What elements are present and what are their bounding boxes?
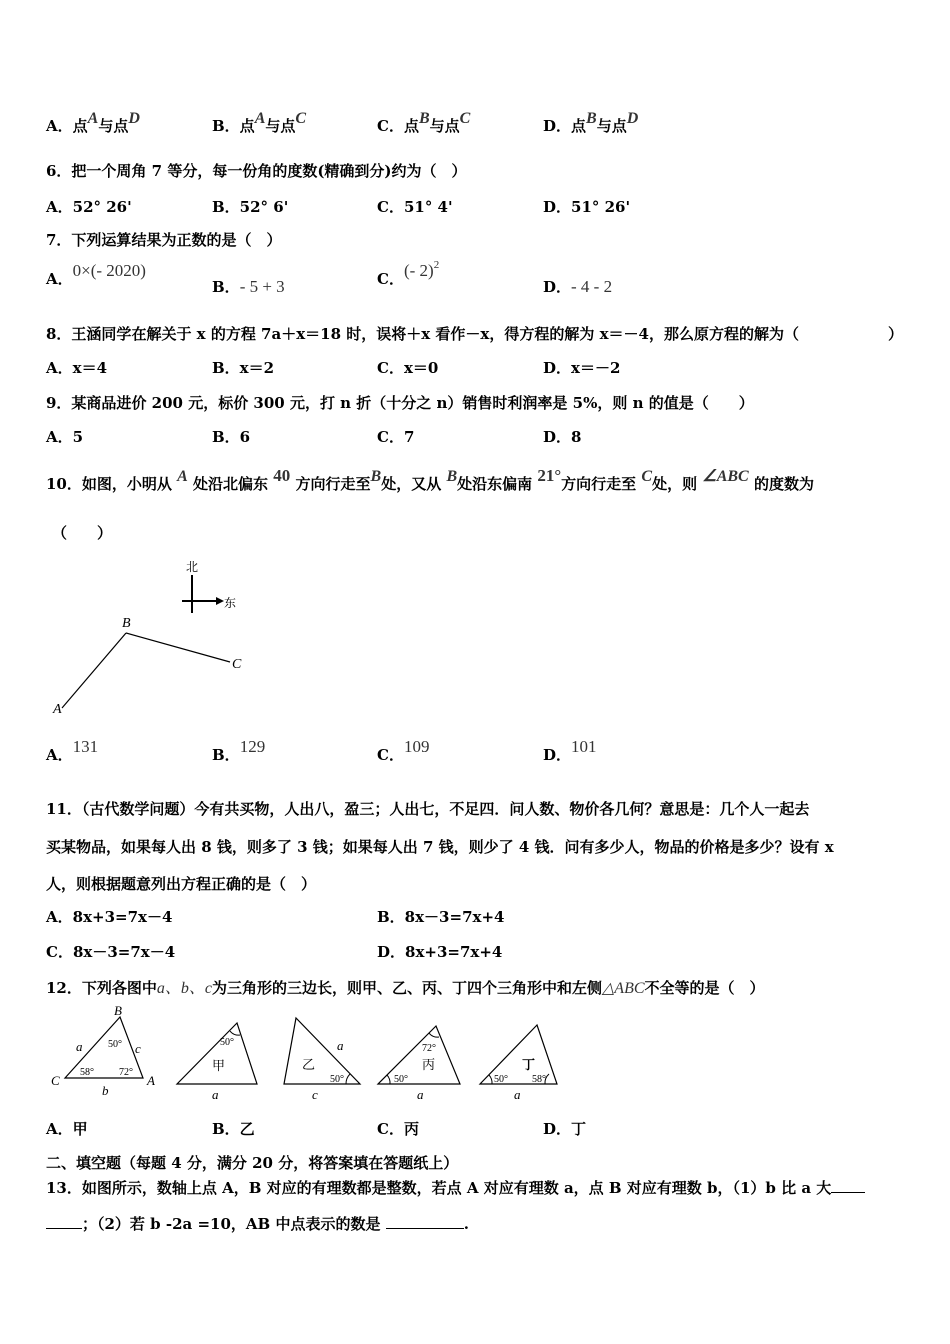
angle-value: 40 bbox=[273, 466, 291, 485]
angle-label: 50° bbox=[220, 1037, 234, 1048]
q10-text: 处沿东偏南 bbox=[457, 475, 533, 493]
point-label: B bbox=[586, 110, 597, 127]
point-label: C bbox=[641, 468, 653, 485]
triangle-jia-figure bbox=[177, 1023, 257, 1102]
triangle-abc-figure bbox=[51, 1005, 155, 1098]
q9-option-d: D．8 bbox=[543, 428, 582, 446]
q11-option-c: C．8x－3=7x－4 bbox=[46, 943, 176, 961]
option-label: D． bbox=[543, 278, 572, 296]
point-label: A bbox=[254, 110, 266, 127]
point-label: C bbox=[459, 110, 471, 127]
triangle-ding-figure bbox=[480, 1025, 557, 1102]
q6-option-a: A．52° 26' bbox=[46, 198, 132, 216]
option-text: 与点 bbox=[596, 117, 627, 135]
q13-text: . bbox=[463, 1215, 469, 1233]
angle-label: 50° bbox=[394, 1074, 408, 1085]
q10-text: 的度数为 bbox=[753, 475, 814, 493]
point-label: C bbox=[295, 110, 307, 127]
q10-stem bbox=[46, 466, 814, 494]
triangle-bing-figure bbox=[378, 1026, 460, 1102]
option-label: D． bbox=[543, 746, 572, 764]
q10-option-d bbox=[543, 737, 597, 765]
option-label: A．点 bbox=[46, 117, 88, 135]
q13-line-2 bbox=[46, 1213, 469, 1234]
angle-label: 72° bbox=[422, 1043, 436, 1054]
option-label: A． bbox=[46, 270, 73, 288]
q9-stem: 9．某商品进价 200 元，标价 300 元，打 n 折（十分之 n）销售时利润率是 5%，则 n 的值是（ ） bbox=[46, 394, 754, 412]
option-label: C． bbox=[377, 746, 404, 764]
side-a: a bbox=[212, 1087, 219, 1102]
point-a-label: A bbox=[53, 702, 62, 717]
q6-option-d: D．51° 26' bbox=[543, 198, 631, 216]
q13-text: 13．如图所示，数轴上点 A，B 对应的有理数都是整数，若点 A 对应有理数 a，点 B 对应有理数 b，（1）b 比 a 大 bbox=[46, 1179, 832, 1197]
option-value: 101 bbox=[571, 737, 597, 756]
point-c-label: C bbox=[232, 657, 242, 672]
q10-text: 10．如图，小明从 bbox=[46, 475, 172, 493]
q10-figure bbox=[40, 555, 260, 725]
q8-option-b: B．x＝2 bbox=[212, 359, 275, 377]
point-label: B bbox=[446, 468, 458, 485]
angle-value: 21° bbox=[537, 466, 562, 485]
side-a: a bbox=[417, 1087, 424, 1102]
triangle-name: 丙 bbox=[422, 1057, 436, 1072]
segment-ab bbox=[62, 633, 126, 708]
q13-text: ；（2）若 b -2a =10，AB 中点表示的数是 bbox=[82, 1215, 381, 1233]
answer-blank-2 bbox=[386, 1214, 464, 1229]
vertex-b: B bbox=[114, 1005, 122, 1018]
option-label: C．点 bbox=[377, 117, 419, 135]
q11-option-a: A．8x+3=7x－4 bbox=[46, 908, 173, 926]
point-label: A bbox=[177, 468, 188, 485]
triangle-label: △ABC bbox=[602, 980, 645, 997]
exponent: 2 bbox=[433, 259, 440, 271]
q10-text: 处沿北偏东 bbox=[193, 475, 269, 493]
q10-option-b bbox=[212, 737, 266, 765]
q8-option-d: D．x＝－2 bbox=[543, 359, 621, 377]
q5-option-c bbox=[377, 110, 471, 136]
q12-option-c: C．丙 bbox=[377, 1120, 419, 1138]
q10-option-a bbox=[46, 737, 99, 765]
side-a: a bbox=[76, 1039, 83, 1054]
point-label: B bbox=[370, 468, 382, 485]
option-label: A． bbox=[46, 746, 73, 764]
option-text: 与点 bbox=[265, 117, 296, 135]
q11-option-d: D．8x+3=7x+4 bbox=[377, 943, 503, 961]
angle-a: 72° bbox=[119, 1067, 133, 1078]
q12-option-a: A．甲 bbox=[46, 1120, 88, 1138]
q10-text: 处，则 bbox=[652, 475, 698, 493]
section-title: 二、填空题（每题 4 分，满分 20 分，将答案填在答题纸上） bbox=[46, 1154, 459, 1172]
option-value: 131 bbox=[72, 737, 99, 756]
q11-line-1: 11．（古代数学问题）今有共买物，人出八，盈三；人出七，不足四．问人数、物价各几何？意思是：几个人一起去 bbox=[46, 800, 810, 818]
option-label: D．点 bbox=[543, 117, 587, 135]
q10-answer-paren: （ ） bbox=[52, 524, 113, 542]
point-label: B bbox=[418, 110, 430, 127]
point-b-label: B bbox=[122, 616, 131, 631]
angle-label: 50° bbox=[494, 1074, 508, 1085]
q9-option-b: B．6 bbox=[212, 428, 251, 446]
angle-b: 50° bbox=[108, 1039, 122, 1050]
q5-option-d bbox=[543, 110, 639, 136]
answer-blank-1 bbox=[831, 1178, 865, 1193]
angle-label: 50° bbox=[330, 1074, 344, 1085]
option-value: 129 bbox=[239, 737, 266, 756]
side-c: c bbox=[312, 1087, 318, 1102]
point-label: A bbox=[87, 110, 99, 127]
q6-option-c: C．51° 4' bbox=[377, 198, 453, 216]
q5-option-a bbox=[46, 110, 140, 136]
q6-stem: 6．把一个周角 7 等分，每一份角的度数(精确到分)约为（ ） bbox=[46, 162, 467, 180]
expression: 0×(- 2020) bbox=[72, 261, 146, 280]
q12-option-d: D．丁 bbox=[543, 1120, 587, 1138]
side-vars: a、b、c bbox=[156, 980, 212, 997]
answer-blank-1-cont bbox=[46, 1214, 82, 1229]
q12-text: 为三角形的三边长，则甲、乙、丙、丁四个三角形中和左侧 bbox=[211, 979, 602, 997]
option-value: 109 bbox=[403, 737, 430, 756]
q8-stem: 8．王涵同学在解关于 x 的方程 7a＋x＝18 时，误将＋x 看作－x，得方程的解为 x＝－4，那么原方程的解为（ bbox=[46, 325, 799, 343]
q12-option-b: B．乙 bbox=[212, 1120, 255, 1138]
side-b: b bbox=[102, 1083, 109, 1098]
q10-text: 方向行走至 bbox=[561, 475, 637, 493]
q12-figures bbox=[40, 1005, 570, 1105]
q7-option-c bbox=[377, 259, 440, 289]
side-a: a bbox=[337, 1038, 344, 1053]
q7-stem: 7．下列运算结果为正数的是（ ） bbox=[46, 231, 282, 249]
q5-option-b bbox=[212, 110, 307, 136]
expression: - 5 + 3 bbox=[239, 277, 285, 296]
point-label: D bbox=[128, 110, 140, 127]
point-label: D bbox=[626, 110, 639, 127]
q11-option-b: B．8x－3=7x+4 bbox=[377, 908, 505, 926]
q7-option-a bbox=[46, 261, 146, 289]
q11-line-3: 人，则根据题意列出方程正确的是（ ） bbox=[46, 875, 317, 893]
q8-option-a: A．x＝4 bbox=[46, 359, 108, 377]
q7-option-d bbox=[543, 276, 612, 297]
q12-text: 12．下列各图中 bbox=[46, 979, 157, 997]
expression: (- 2) bbox=[403, 261, 434, 280]
side-a: a bbox=[514, 1087, 521, 1102]
q8-option-c: C．x＝0 bbox=[377, 359, 439, 377]
compass-icon bbox=[182, 560, 236, 613]
q9-option-a: A．5 bbox=[46, 428, 84, 446]
option-label: C． bbox=[377, 270, 404, 288]
triangle-yi-figure bbox=[284, 1018, 360, 1102]
vertex-c: C bbox=[51, 1073, 60, 1088]
q10-option-c bbox=[377, 737, 430, 765]
q13-line-1 bbox=[46, 1177, 865, 1198]
triangle-name: 乙 bbox=[302, 1057, 316, 1072]
east-label: 东 bbox=[224, 596, 237, 610]
q12-stem bbox=[46, 975, 765, 998]
angle-label: ∠ABC bbox=[702, 468, 749, 485]
vertex-a: A bbox=[147, 1073, 155, 1088]
option-label: B． bbox=[212, 278, 240, 296]
q10-text: 方向行走至 bbox=[295, 475, 371, 493]
angle-label: 58° bbox=[532, 1074, 546, 1085]
option-label: B． bbox=[212, 746, 240, 764]
q10-text: 处，又从 bbox=[381, 475, 442, 493]
q12-text: 不全等的是（ ） bbox=[644, 979, 765, 997]
q7-option-b bbox=[212, 276, 285, 297]
option-label: B．点 bbox=[212, 117, 255, 135]
q8-close-paren: ） bbox=[888, 325, 904, 343]
triangle-name: 甲 bbox=[212, 1058, 226, 1073]
option-text: 与点 bbox=[98, 117, 129, 135]
q11-line-2: 买某物品，如果每人出 8 钱，则多了 3 钱；如果每人出 7 钱，则少了 4 钱．问有多少人，物品的价格是多少？设有 x bbox=[46, 838, 834, 856]
segment-bc bbox=[126, 633, 230, 662]
q9-option-c: C．7 bbox=[377, 428, 415, 446]
q6-option-b: B．52° 6' bbox=[212, 198, 289, 216]
north-label: 北 bbox=[186, 560, 199, 574]
expression: - 4 - 2 bbox=[571, 277, 613, 296]
option-text: 与点 bbox=[429, 117, 460, 135]
side-c: c bbox=[135, 1041, 141, 1056]
angle-c: 58° bbox=[80, 1067, 94, 1078]
triangle-name: 丁 bbox=[522, 1057, 536, 1072]
